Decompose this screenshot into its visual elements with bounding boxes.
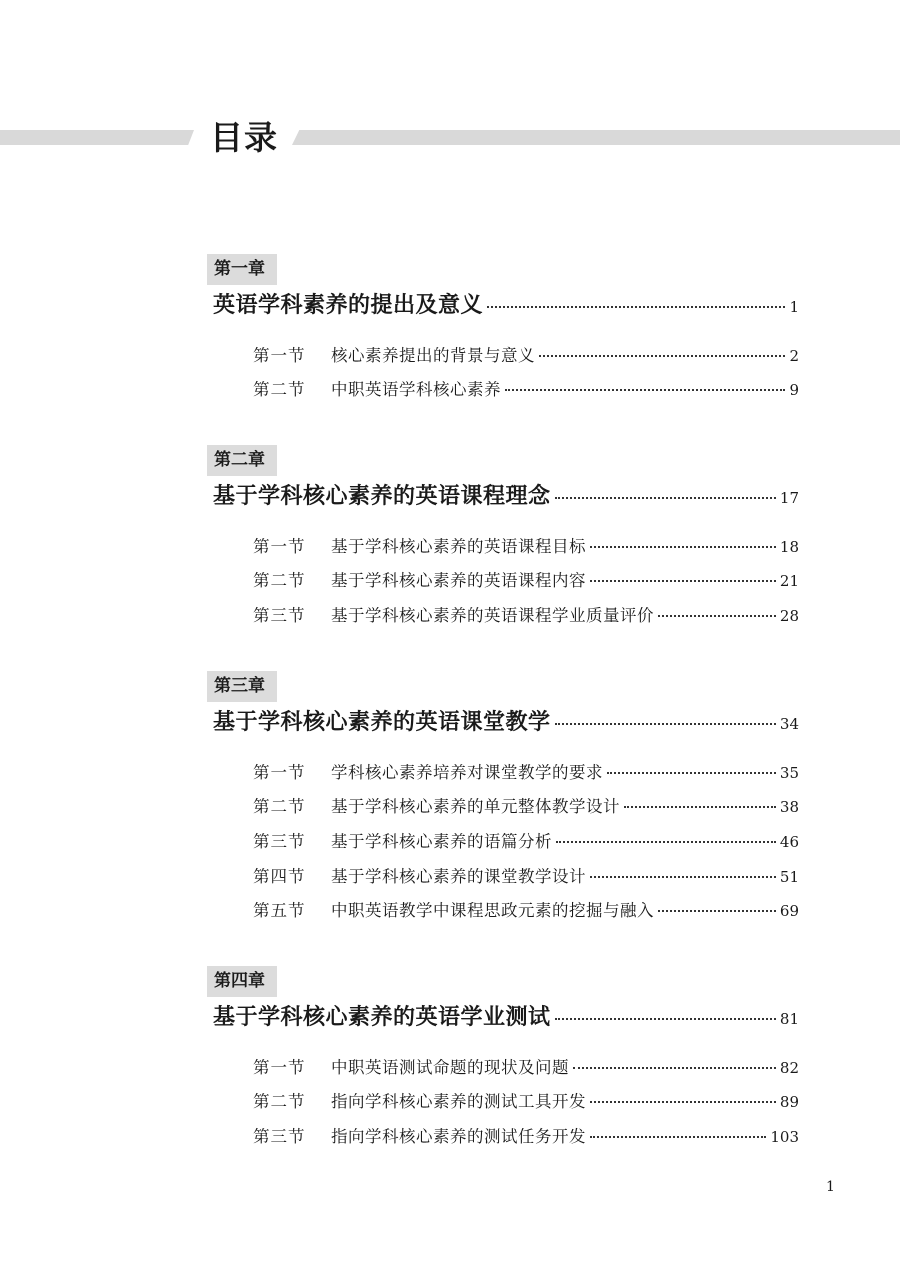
section-number: 第一节 bbox=[253, 1058, 306, 1077]
dot-leader bbox=[556, 841, 776, 843]
section-number: 第五节 bbox=[253, 901, 306, 920]
page-number: 103 bbox=[770, 1128, 799, 1146]
dot-leader bbox=[487, 306, 785, 308]
dot-leader bbox=[658, 615, 776, 617]
section-title: 指向学科核心素养的测试工具开发 bbox=[331, 1092, 586, 1111]
toc-entry-section[interactable] bbox=[253, 759, 799, 789]
page-number: 1 bbox=[789, 298, 799, 316]
dot-leader bbox=[539, 355, 785, 357]
section-number: 第一节 bbox=[253, 763, 306, 782]
page-number: 2 bbox=[789, 347, 799, 365]
page-number: 46 bbox=[779, 833, 799, 851]
section-title: 核心素养提出的背景与意义 bbox=[331, 346, 535, 365]
section-title: 指向学科核心素养的测试任务开发 bbox=[331, 1127, 586, 1146]
toc-entry-section[interactable] bbox=[253, 602, 799, 632]
section-title: 中职英语测试命题的现状及问题 bbox=[331, 1058, 569, 1077]
page-number: 34 bbox=[779, 715, 799, 733]
toc-entry-section[interactable] bbox=[253, 533, 799, 563]
folio-page-number: 1 bbox=[826, 1179, 835, 1195]
chapter-title: 基于学科核心素养的英语课程理念 bbox=[213, 484, 551, 509]
toc-entry-chapter-2[interactable] bbox=[213, 479, 799, 515]
section-number: 第二节 bbox=[253, 571, 306, 590]
page-number: 9 bbox=[789, 381, 799, 399]
chapter-title: 英语学科素养的提出及意义 bbox=[213, 293, 484, 318]
dot-leader bbox=[555, 497, 776, 499]
toc-entry-chapter-4[interactable] bbox=[213, 1000, 799, 1036]
toc-entry-section[interactable] bbox=[253, 863, 799, 893]
dot-leader bbox=[590, 1136, 766, 1138]
page-title: 目录 bbox=[210, 118, 278, 157]
dot-leader bbox=[590, 580, 776, 582]
section-number: 第二节 bbox=[253, 380, 306, 399]
toc-entry-chapter-3[interactable] bbox=[213, 705, 799, 741]
page-number: 38 bbox=[779, 798, 799, 816]
toc-entry-section[interactable] bbox=[253, 376, 799, 406]
page-number: 21 bbox=[779, 572, 799, 590]
chapter-badge: 第三章 bbox=[207, 671, 277, 702]
section-title: 中职英语学科核心素养 bbox=[331, 380, 501, 399]
dot-leader bbox=[505, 389, 785, 391]
section-number: 第三节 bbox=[253, 606, 306, 625]
dot-leader bbox=[573, 1067, 776, 1069]
page-number: 18 bbox=[779, 538, 799, 556]
toc-entry-section[interactable] bbox=[253, 828, 799, 858]
chapter-title: 基于学科核心素养的英语学业测试 bbox=[213, 1005, 551, 1030]
dot-leader bbox=[590, 546, 776, 548]
toc-entry-section[interactable] bbox=[253, 342, 799, 372]
section-title: 基于学科核心素养的单元整体教学设计 bbox=[331, 797, 620, 816]
header-bar-left bbox=[0, 130, 194, 145]
section-title: 基于学科核心素养的英语课程内容 bbox=[331, 571, 586, 590]
section-number: 第一节 bbox=[253, 537, 306, 556]
header-bar-right bbox=[292, 130, 900, 145]
section-number: 第四节 bbox=[253, 867, 306, 886]
section-number: 第三节 bbox=[253, 832, 306, 851]
section-title: 学科核心素养培养对课堂教学的要求 bbox=[331, 763, 603, 782]
page-number: 81 bbox=[779, 1010, 799, 1028]
page-number: 17 bbox=[779, 489, 799, 507]
page-number: 51 bbox=[779, 868, 799, 886]
page-number: 69 bbox=[779, 902, 799, 920]
page-number: 28 bbox=[779, 607, 799, 625]
section-title: 基于学科核心素养的英语课程学业质量评价 bbox=[331, 606, 654, 625]
section-title: 中职英语教学中课程思政元素的挖掘与融入 bbox=[331, 901, 654, 920]
toc-entry-section[interactable] bbox=[253, 897, 799, 927]
chapter-badge: 第一章 bbox=[207, 254, 277, 285]
chapter-title: 基于学科核心素养的英语课堂教学 bbox=[213, 710, 551, 735]
chapter-badge: 第二章 bbox=[207, 445, 277, 476]
toc-entry-section[interactable] bbox=[253, 567, 799, 597]
toc-entry-section[interactable] bbox=[253, 1088, 799, 1118]
page-number: 89 bbox=[779, 1093, 799, 1111]
toc-entry-chapter-1[interactable] bbox=[213, 288, 799, 324]
section-title: 基于学科核心素养的语篇分析 bbox=[331, 832, 552, 851]
toc-entry-section[interactable] bbox=[253, 1054, 799, 1084]
page-number: 35 bbox=[779, 764, 799, 782]
dot-leader bbox=[590, 876, 776, 878]
toc-entry-section[interactable] bbox=[253, 1123, 799, 1153]
section-number: 第二节 bbox=[253, 1092, 306, 1111]
section-number: 第三节 bbox=[253, 1127, 306, 1146]
dot-leader bbox=[555, 723, 776, 725]
dot-leader bbox=[590, 1101, 776, 1103]
dot-leader bbox=[624, 806, 776, 808]
section-number: 第二节 bbox=[253, 797, 306, 816]
dot-leader bbox=[658, 910, 776, 912]
dot-leader bbox=[555, 1018, 776, 1020]
section-number: 第一节 bbox=[253, 346, 306, 365]
chapter-badge: 第四章 bbox=[207, 966, 277, 997]
section-title: 基于学科核心素养的英语课程目标 bbox=[331, 537, 586, 556]
toc-entry-section[interactable] bbox=[253, 793, 799, 823]
page-number: 82 bbox=[779, 1059, 799, 1077]
dot-leader bbox=[607, 772, 776, 774]
section-title: 基于学科核心素养的课堂教学设计 bbox=[331, 867, 586, 886]
